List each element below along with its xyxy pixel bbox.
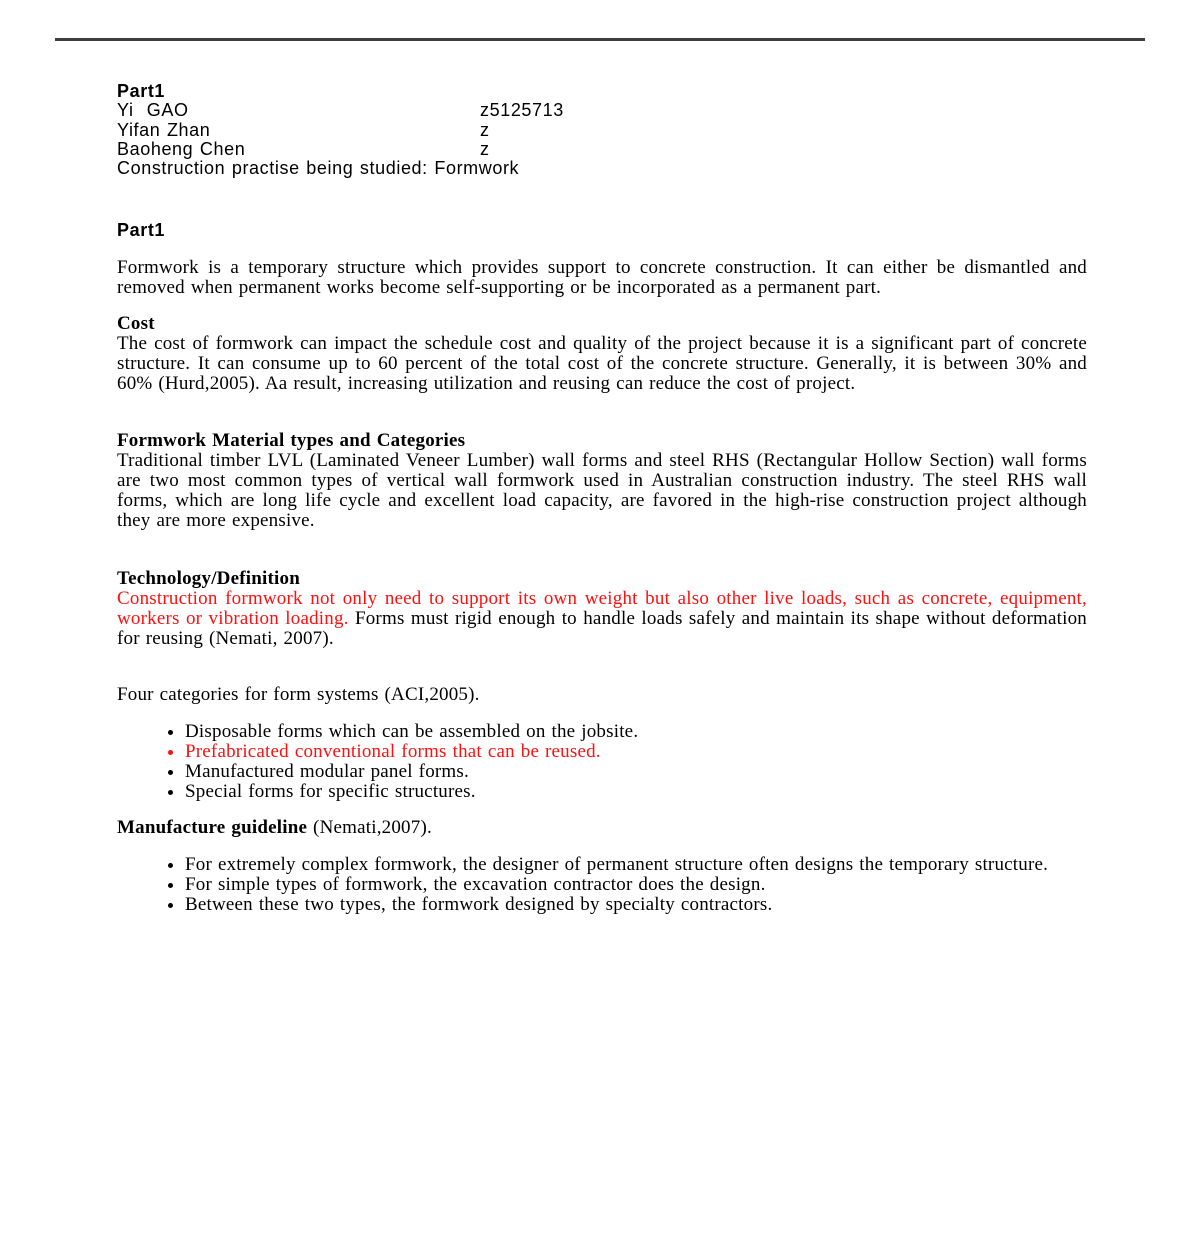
- list-item: • For simple types of formwork, the excavation contractor does the design.: [185, 875, 1087, 895]
- list-item: • Manufactured modular panel forms.: [185, 762, 1087, 782]
- manufacture-list: [117, 855, 1087, 915]
- author-row: [117, 101, 1087, 120]
- categories-intro: Four categories for form systems (ACI,2005).: [117, 684, 480, 706]
- manufacture-heading-citation: (Nemati,2007).: [307, 817, 432, 839]
- manufacture-heading-bold: Manufacture guideline: [117, 817, 308, 839]
- header-block: [117, 82, 1087, 178]
- header-part-title: Part1: [117, 81, 166, 101]
- author-name: Yifan Zhan: [117, 119, 211, 140]
- study-line: Construction practise being studied: Formwork: [117, 158, 520, 179]
- technology-body-text: Forms must rigid enough to handle loads safely and maintain its shape without deformation for reusing (Nemati, 2007).: [117, 608, 1087, 650]
- section-part1-heading: Part1: [117, 220, 166, 241]
- author-id: z: [480, 119, 490, 140]
- author-id: z: [480, 138, 490, 159]
- list-item: • Between these two types, the formwork designed by specialty contractors.: [185, 895, 1087, 915]
- technology-paragraph: [117, 589, 1087, 649]
- technology-heading: Technology/Definition: [117, 568, 300, 590]
- horizontal-rule: [55, 38, 1145, 41]
- categories-list: [117, 722, 1087, 802]
- author-name: Baoheng Chen: [117, 138, 246, 159]
- materials-heading: Formwork Material types and Categories: [117, 430, 466, 452]
- manufacture-heading: [117, 818, 1087, 838]
- author-row: [117, 121, 1087, 140]
- document-page: [0, 82, 1200, 915]
- materials-paragraph: Traditional timber LVL (Laminated Veneer Lumber) wall forms and steel RHS (Rectangular Hollow Section) wall forms are two most common types of vertical wall formwork used in Australian construction industry. The steel RHS wall forms, which are long life cycle and excellent load capacity, are favored in the high-rise construction project although they are more expensive.: [117, 450, 1087, 532]
- list-item-highlighted: • Prefabricated conventional forms that can be reused.: [185, 742, 1087, 762]
- cost-heading: Cost: [117, 313, 155, 335]
- list-item: • For extremely complex formwork, the designer of permanent structure often designs the temporary structure.: [185, 855, 1087, 875]
- list-item: • Disposable forms which can be assembled on the jobsite.: [185, 722, 1087, 742]
- list-item: • Special forms for specific structures.: [185, 782, 1087, 802]
- intro-paragraph: Formwork is a temporary structure which provides support to concrete construction. It can either be dismantled and removed when permanent works become self-supporting or be incorporated as a permanent part.: [117, 257, 1087, 299]
- author-name: Yi GAO: [117, 100, 189, 121]
- author-row: [117, 140, 1087, 159]
- author-id: z5125713: [480, 100, 564, 121]
- technology-highlighted-text: Construction formwork not only need to support its own weight but also other live loads, such as concrete, equipment, workers or vibration loading.: [117, 588, 1087, 630]
- cost-paragraph: The cost of formwork can impact the schedule cost and quality of the project because it is a significant part of concrete structure. It can consume up to 60 percent of the total cost of the concrete structure. Generally, it is between 30% and 60% (Hurd,2005). Aa result, increasing utilization and reusing can reduce the cost of project.: [117, 333, 1087, 395]
